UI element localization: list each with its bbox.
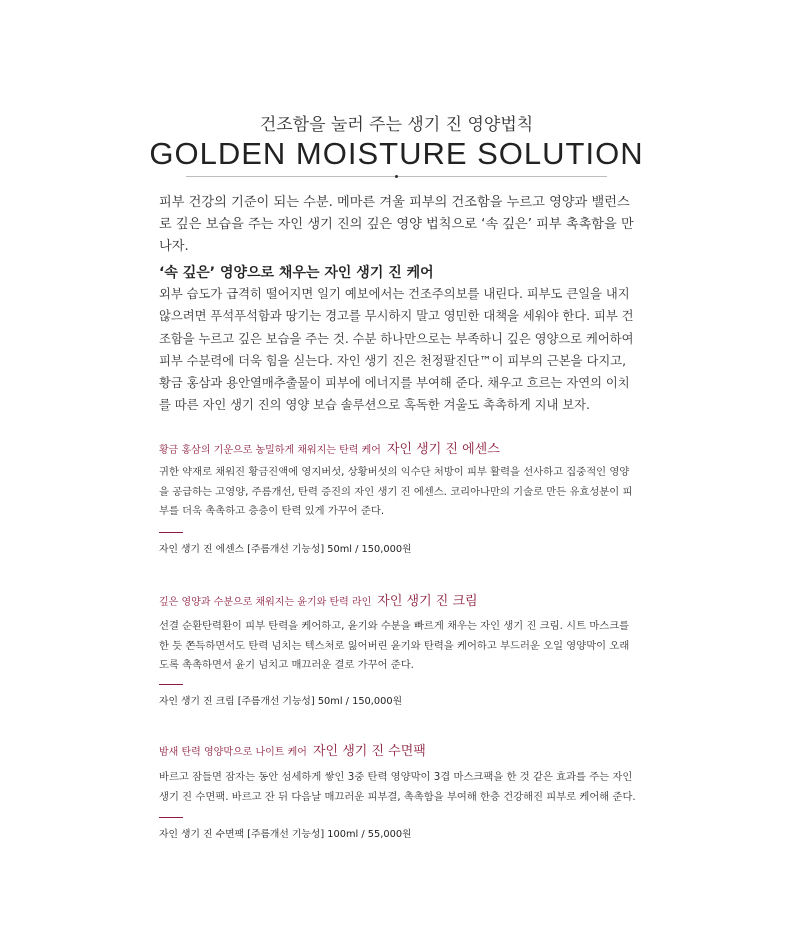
product-price: 자인 생기 진 에센스 [주름개선 기능성] 50ml / 150,000원 [159,544,412,555]
intro-paragraph: 피부 건강의 기준이 되는 수분. 메마른 겨울 피부의 건조함을 누르고 영양과 밸런스로 깊은 보습을 주는 자인 생기 진의 깊은 영양 법칙으로 ‘속 깊은’ 피부 촉촉함을 만나자. [159,195,634,254]
product-name: 자인 생기 진 수면팩 [312,744,426,759]
product-name: 자인 생기 진 크림 [377,594,478,609]
product-description: 바르고 잠들면 잠자는 동안 섬세하게 쌓인 3중 탄력 영양막이 3겹 마스크팩을 한 것 같은 효과를 주는 자인 생기 진 수면팩. 바르고 잔 뒤 다음날 매끄러운 피부결, 촉촉함을 부여해 한층 건강해진 피부로 케어해 준다. [159,771,636,803]
product-sleeping-pack [159,740,637,840]
product-heading [159,590,637,609]
product-tagline: 깊은 영양과 수분으로 채워지는 윤기와 탄력 라인 [159,597,372,608]
header-subtitle: 건조함을 눌러 주는 생기 진 영양법칙 [259,115,534,135]
product-accent-line [159,532,183,533]
product-heading [159,740,637,759]
divider-dot [395,175,398,178]
product-description: 귀한 약재로 채워진 황금진액에 영지버섯, 상황버섯의 익수단 처방이 피부 활력을 선사하고 집중적인 영양을 공급하는 고영양, 주름개선, 탄력 증진의 자인 생기 진 에센스. 코리아나만의 기술로 만든 유효성분이 피부를 더욱 촉촉하고 층층이 탄력 있게 가꾸어 준다. [159,466,633,517]
product-tagline: 밤새 탄력 영양막으로 나이트 케어 [159,747,307,758]
product-accent-line [159,684,183,685]
page-title: GOLDEN MOISTURE SOLUTION [149,136,644,171]
section-heading: ‘속 깊은’ 영양으로 채우는 자인 생기 진 케어 [159,265,434,281]
product-price: 자인 생기 진 크림 [주름개선 기능성] 50ml / 150,000원 [159,696,403,707]
product-cream [159,590,637,707]
section-body: 외부 습도가 급격히 떨어지면 일기 예보에서는 건조주의보를 내린다. 피부도 큰일을 내지 않으려면 푸석푸석함과 땅기는 경고를 무시하지 말고 영민한 대책을 세워야 한다. 피부 건조함을 누르고 깊은 보습을 주는 것. 수분 하나만으로는 부족하니 깊은 영양으로 케어하여 피부 수분력에 더욱 힘을 싣는다. 자인 생기 진은 천정팔진단™이 피부의 근본을 다지고, 황금 홍삼과 용안열매추출물이 피부에 에너지를 부여해 준다. 채우고 흐르는 자연의 이치를 따른 자인 생기 진의 영양 보습 솔루션으로 혹독한 겨울도 촉촉하게 지내 보자. [159,287,634,413]
product-accent-line [159,817,183,818]
product-description: 선결 순환탄력환이 피부 탄력을 케어하고, 윤기와 수분을 빠르게 채우는 자인 생기 진 크림. 시트 마스크를 한 듯 쫀득하면서도 탄력 넘치는 텍스처로 잃어버린 윤기와 탄력을 케어하고 부드러운 오일 영양막이 오래도록 촉촉하면서 윤기 넘치고 매끄러운 결로 가꾸어 준다. [159,620,630,671]
product-price: 자인 생기 진 수면팩 [주름개선 기능성] 100ml / 55,000원 [159,829,412,840]
product-tagline: 황금 홍삼의 기운으로 농밀하게 채워지는 탄력 케어 [159,445,381,456]
product-name: 자인 생기 진 에센스 [386,442,500,457]
product-essence [159,438,637,555]
product-heading [159,438,637,457]
